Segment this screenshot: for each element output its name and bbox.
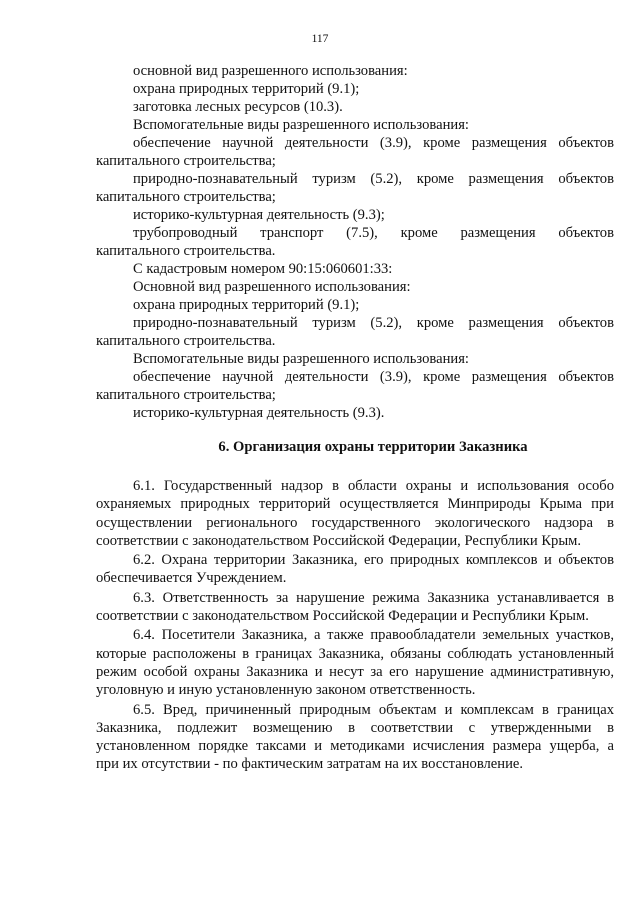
paragraph bbox=[96, 589, 614, 626]
list-line: охрана природных территорий (9.1); bbox=[133, 81, 360, 97]
permitted-use-list bbox=[96, 62, 614, 422]
section-paragraphs bbox=[96, 477, 614, 774]
list-line: капитального строительства; bbox=[96, 153, 276, 169]
list-line: капитального строительства. bbox=[96, 333, 276, 349]
page-number: 117 bbox=[311, 33, 329, 45]
paragraph bbox=[96, 701, 614, 774]
paragraph-line: Заказника, подлежит возмещению в соответствии с утвержденными в bbox=[96, 719, 614, 736]
list-line: основной вид разрешенного использования: bbox=[133, 63, 408, 79]
list-line: историко-культурная деятельность (9.3); bbox=[133, 207, 385, 223]
paragraph-line: обеспечивается Учреждением. bbox=[96, 570, 287, 587]
paragraph-line: соответствии с законодательством Российской Федерации и Республики Крым. bbox=[96, 608, 589, 625]
list-line: Вспомогательные виды разрешенного использования: bbox=[133, 351, 469, 367]
list-line: Основной вид разрешенного использования: bbox=[133, 279, 411, 295]
list-line: Вспомогательные виды разрешенного использования: bbox=[133, 117, 469, 133]
paragraph-line: осуществлении регионального государственного экологического надзора в bbox=[96, 514, 614, 531]
paragraph-line: режим особой охраны Заказника и несут за его нарушение административную, bbox=[96, 663, 614, 680]
section-heading: 6. Организация охраны территории Заказника bbox=[218, 439, 528, 455]
list-line: капитального строительства. bbox=[96, 243, 276, 259]
paragraph-line: охраняемых природных территорий осуществляется Минприроды Крыма при bbox=[96, 496, 614, 513]
list-line: капитального строительства; bbox=[96, 189, 276, 205]
list-line: капитального строительства; bbox=[96, 387, 276, 403]
list-line: природно-познавательный туризм (5.2), кроме размещения объектов bbox=[133, 315, 614, 331]
paragraph-line: соответствии с законодательством Российской Федерации, Республики Крым. bbox=[96, 532, 582, 549]
paragraph-line: 6.3. Ответственность за нарушение режима Заказника устанавливается в bbox=[133, 589, 614, 606]
paragraph-line: при их отсутствии - по фактическим затратам на их восстановление. bbox=[96, 756, 524, 773]
list-line: охрана природных территорий (9.1); bbox=[133, 297, 360, 313]
list-line: природно-познавательный туризм (5.2), кроме размещения объектов bbox=[133, 171, 614, 187]
paragraph-line: 6.4. Посетители Заказника, а также правообладатели земельных участков, bbox=[133, 627, 614, 644]
paragraph-line: 6.5. Вред, причиненный природным объектам и комплексам в границах bbox=[133, 701, 614, 718]
list-line: обеспечение научной деятельности (3.9), кроме размещения объектов bbox=[133, 135, 614, 151]
list-line: С кадастровым номером 90:15:060601:33: bbox=[133, 261, 393, 277]
paragraph-line: установленном порядке таксами и методиками исчисления размера ущерба, а bbox=[96, 738, 614, 755]
list-line: трубопроводный транспорт (7.5), кроме размещения объектов bbox=[133, 225, 614, 241]
paragraph-line: 6.2. Охрана территории Заказника, его природных комплексов и объектов bbox=[133, 552, 614, 569]
list-line: обеспечение научной деятельности (3.9), кроме размещения объектов bbox=[133, 369, 614, 385]
paragraph-line: 6.1. Государственный надзор в области охраны и использования особо bbox=[133, 478, 614, 494]
paragraph-line: уголовную и иную установленную законом ответственность. bbox=[96, 682, 476, 699]
list-line: заготовка лесных ресурсов (10.3). bbox=[133, 99, 343, 115]
paragraph bbox=[96, 477, 614, 550]
paragraph bbox=[96, 551, 614, 588]
paragraph bbox=[96, 626, 614, 699]
paragraph-line: которые расположены в границах Заказника, обязаны соблюдать установленный bbox=[96, 645, 614, 662]
document-body bbox=[96, 62, 614, 774]
list-line: историко-культурная деятельность (9.3). bbox=[133, 405, 385, 421]
